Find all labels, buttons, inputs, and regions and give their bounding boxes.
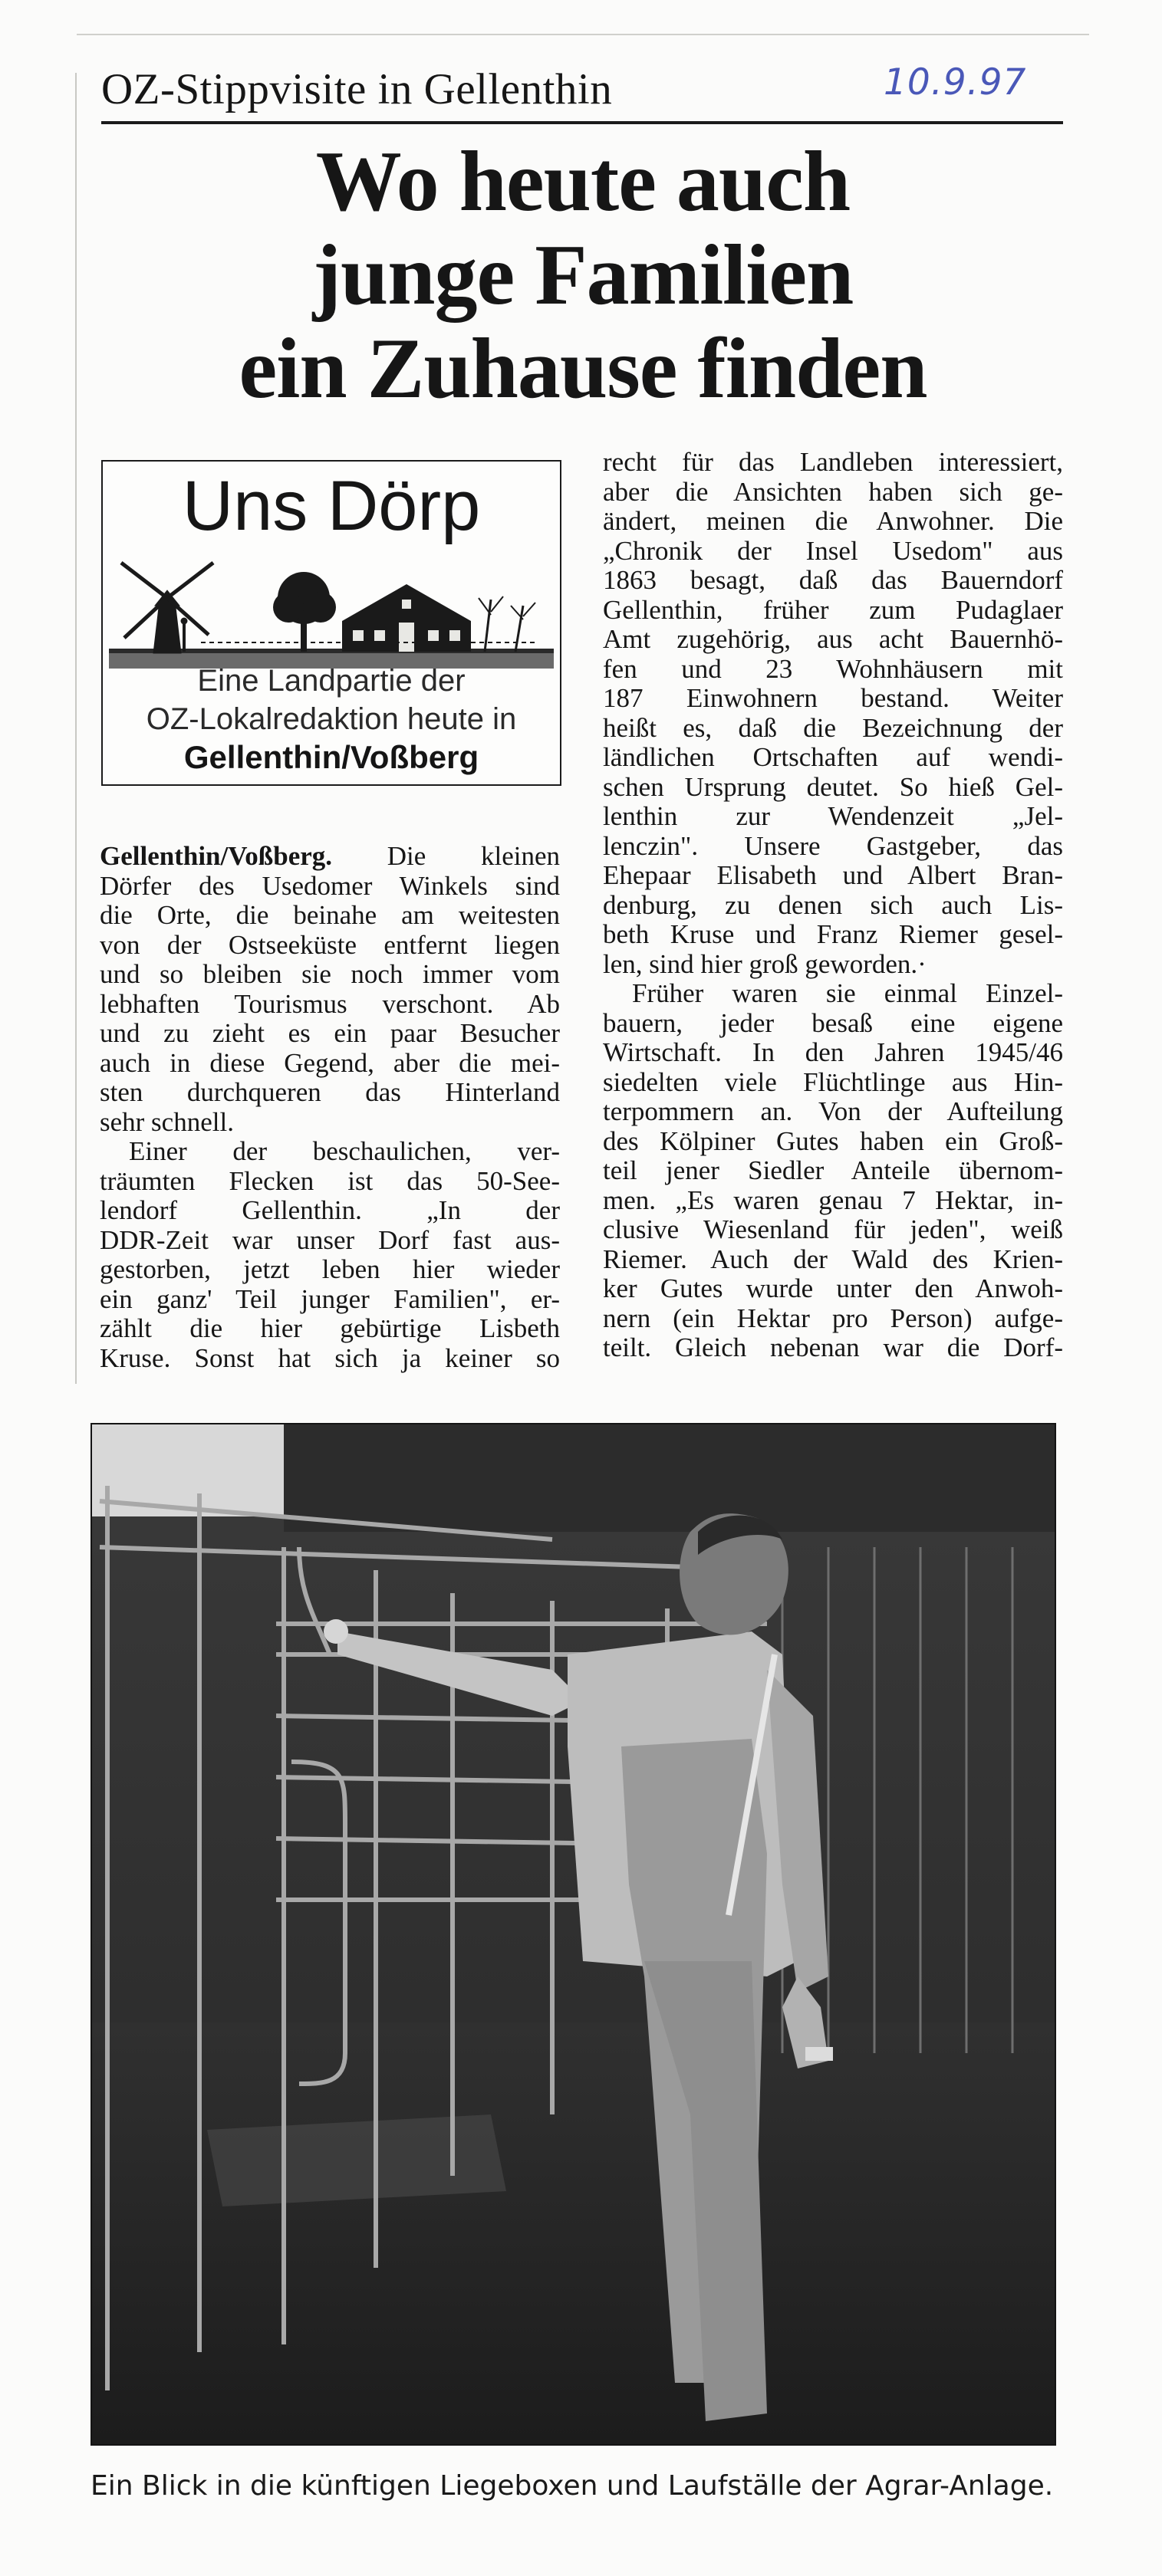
article-paragraph bbox=[100, 842, 560, 1137]
article-paragraph bbox=[100, 1137, 560, 1373]
windmill-tree-farmhouse-icon bbox=[109, 508, 554, 669]
series-logo-line: OZ-Lokalredaktion heute in bbox=[146, 702, 517, 736]
article-line: schen Ursprung deutet. So hieß Gel- bbox=[603, 771, 1063, 802]
article-line: Gellenthin, früher zum Pudaglaer bbox=[603, 594, 1063, 625]
article-line: gestorben, jetzt leben hier wieder bbox=[100, 1254, 560, 1284]
farmer-in-stable-photo bbox=[92, 1424, 1055, 2444]
series-logo-location: Gellenthin/Voßberg bbox=[183, 739, 479, 775]
article-line: siedelten viele Flüchtlinge aus Hin- bbox=[603, 1066, 1063, 1097]
article-line: Einer der beschaulichen, ver- bbox=[129, 1136, 560, 1166]
article-line: sten durchqueren das Hinterland bbox=[100, 1077, 560, 1107]
article-line: DDR-Zeit war unser Dorf fast aus- bbox=[100, 1224, 560, 1255]
article-line: clusive Wiesenland für jeden", weiß bbox=[603, 1214, 1063, 1244]
clipping-left-rule bbox=[75, 73, 77, 1384]
kicker-heading: OZ-Stippvisite in Gellenthin bbox=[101, 65, 613, 113]
article-line: recht für das Landleben interessiert, bbox=[603, 447, 1063, 477]
article-dateline: Gellenthin/Voßberg. bbox=[100, 841, 333, 871]
article-line: fen und 23 Wohnhäusern mit bbox=[603, 653, 1063, 684]
article-line: und zu zieht es ein paar Besucher bbox=[100, 1018, 560, 1048]
article-line: träumten Flecken ist das 50-See- bbox=[100, 1165, 560, 1196]
clipping-top-edge bbox=[77, 34, 1089, 35]
article-line: von der Ostseeküste entfernt liegen bbox=[100, 929, 560, 960]
article-line: Amt zugehörig, aus acht Bauernhö- bbox=[603, 624, 1063, 654]
article-line: „Chronik der Insel Usedom" aus bbox=[603, 535, 1063, 566]
article-photo bbox=[91, 1423, 1056, 2446]
article-line bbox=[100, 842, 560, 872]
article-line: 187 Einwohnern bestand. Weiter bbox=[603, 683, 1063, 713]
article-line: terpommern an. Von der Aufteilung bbox=[603, 1096, 1063, 1126]
article-line: ändert, meinen die Anwohner. Die bbox=[603, 506, 1063, 536]
article-line: len, sind hier groß geworden.· bbox=[603, 948, 927, 979]
article-line: denburg, zu denen sich auch Lis- bbox=[603, 889, 1063, 920]
article-line: Riemer. Auch der Wald des Krien- bbox=[603, 1244, 1063, 1274]
headline-line: junge Familien bbox=[312, 228, 854, 323]
article-line: teilt. Gleich nebenan war die Dorf- bbox=[603, 1332, 1063, 1362]
headline-line: Wo heute auch bbox=[315, 134, 851, 229]
article-line: teil jener Siedler Anteile übernom- bbox=[603, 1155, 1063, 1185]
article-line: nern (ein Hektar pro Person) aufge- bbox=[603, 1303, 1063, 1333]
article-line: Früher waren sie einmal Einzel- bbox=[632, 978, 1063, 1008]
article-column-right bbox=[603, 448, 1063, 1363]
article-line: heißt es, daß die Bezeichnung der bbox=[603, 712, 1063, 743]
series-logo-line: Eine Landpartie der bbox=[197, 664, 466, 698]
article-line: ein ganz' Teil junger Familien", er- bbox=[100, 1283, 560, 1314]
article-paragraph bbox=[603, 448, 1063, 979]
article-line: auch in diese Gegend, aber die mei- bbox=[100, 1047, 560, 1078]
headline-line: ein Zuhause finden bbox=[239, 321, 927, 416]
article-line: Kruse. Sonst hat sich ja keiner so bbox=[100, 1342, 560, 1373]
article-line: die Orte, die beinahe am weitesten bbox=[100, 900, 560, 930]
series-logo-box bbox=[101, 460, 561, 786]
article-line: bauern, jeder besaß eine eigene bbox=[603, 1007, 1063, 1038]
article-line: Wirtschaft. In den Jahren 1945/46 bbox=[603, 1037, 1063, 1067]
photo-caption: Ein Blick in die künftigen Liegeboxen und Laufställe der Agrar-Anlage. bbox=[91, 2470, 1054, 2502]
article-line: 1863 besagt, daß das Bauerndorf bbox=[603, 565, 1063, 595]
article-line: aber die Ansichten haben sich ge- bbox=[603, 476, 1063, 507]
article-line: sehr schnell. bbox=[100, 1106, 234, 1137]
series-logo-title: Uns Dörp bbox=[182, 467, 481, 545]
article-line: und so bleiben sie noch immer vom bbox=[100, 959, 560, 989]
article-line: beth Kruse und Franz Riemer gesel- bbox=[603, 919, 1063, 949]
article-line: ker Gutes wurde unter den Anwoh- bbox=[603, 1273, 1063, 1303]
article-line: lenczin". Unsere Gastgeber, das bbox=[603, 830, 1063, 861]
article-line: lebhaften Tourismus verschont. Ab bbox=[100, 988, 560, 1019]
article-line: lenthin zur Wendenzeit „Jel- bbox=[603, 801, 1063, 831]
article-line: Ehepaar Elisabeth und Albert Bran- bbox=[603, 860, 1063, 890]
article-line: Dörfer des Usedomer Winkels sind bbox=[100, 870, 560, 901]
article-line: lendorf Gellenthin. „In der bbox=[100, 1195, 560, 1225]
article-line: des Kölpiner Gutes haben ein Groß- bbox=[603, 1125, 1063, 1156]
article-column-left bbox=[100, 842, 560, 1373]
article-line: zählt die hier gebürtige Lisbeth bbox=[100, 1313, 560, 1343]
article-line: ländlichen Ortschaften auf wendi- bbox=[603, 742, 1063, 772]
article-line-text: Die kleinen bbox=[387, 841, 560, 871]
article-paragraph bbox=[603, 979, 1063, 1363]
article-line: men. „Es waren genau 7 Hektar, in- bbox=[603, 1184, 1063, 1215]
headline bbox=[107, 135, 1058, 416]
handwritten-date: 10.9.97 bbox=[884, 61, 1027, 104]
kicker-rule bbox=[101, 121, 1063, 124]
